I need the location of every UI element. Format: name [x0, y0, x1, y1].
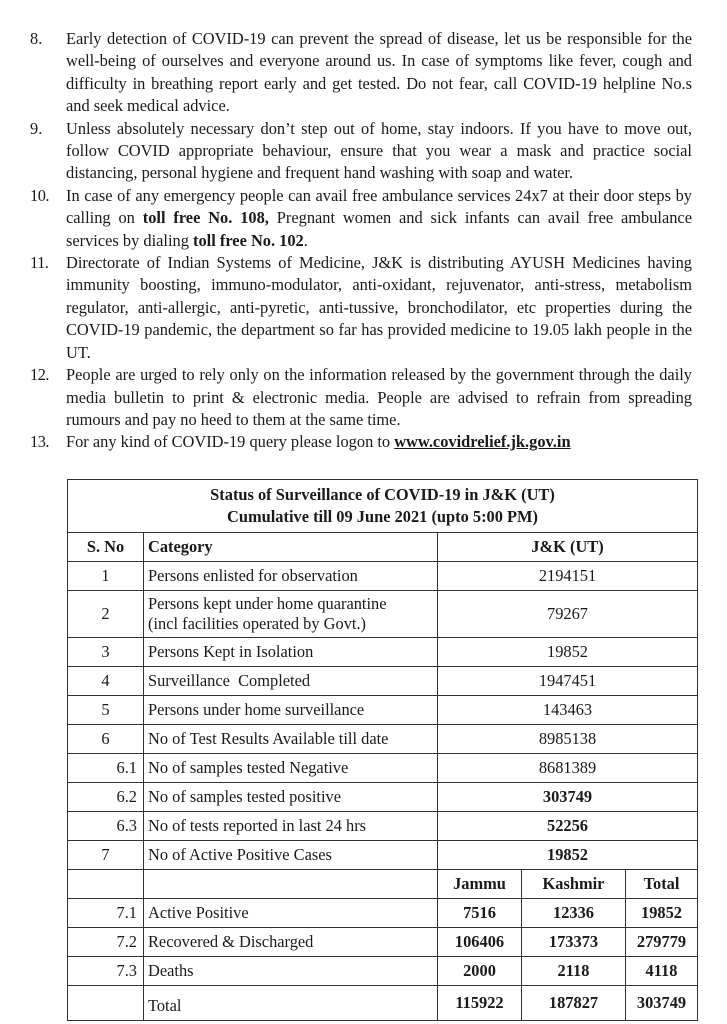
row-category: No of Test Results Available till date — [144, 725, 438, 754]
kashmir-value: 187827 — [522, 986, 626, 1021]
jammu-value: 106406 — [438, 928, 522, 957]
advisory-item — [30, 431, 692, 453]
table-row — [68, 591, 698, 638]
table-title-row — [68, 480, 698, 533]
advisory-item — [30, 118, 692, 185]
header-kashmir: Kashmir — [522, 870, 626, 899]
text-segment: . — [303, 230, 308, 250]
header-category: Category — [144, 533, 438, 562]
row-value: 2194151 — [438, 562, 698, 591]
row-sno: 3 — [68, 638, 144, 667]
table-row — [68, 841, 698, 870]
row-category: No of samples tested Negative — [144, 754, 438, 783]
item-text: Unless absolutely necessary don’t step out of home, stay indoors. If you have to move out, follow COVID appropriate behaviour, ensure that you wear a mask and practice social distancing, personal hygiene and frequent hand washing with soap and water. — [66, 118, 692, 183]
item-number: 8. — [30, 29, 43, 48]
table-row — [68, 754, 698, 783]
text-segment: In case of any emergency people can avail free ambulance services 24x7 at their door steps by calling on — [66, 185, 692, 228]
item-number: 12. — [30, 365, 49, 385]
region-row — [68, 899, 698, 928]
table-row — [68, 783, 698, 812]
row-category: No of Active Positive Cases — [144, 841, 438, 870]
row-sno: 6.1 — [68, 754, 144, 783]
table-row — [68, 667, 698, 696]
row-sno: 6.2 — [68, 783, 144, 812]
item-text — [66, 431, 692, 453]
header-jammu: Jammu — [438, 870, 522, 899]
header-total: Total — [626, 870, 698, 899]
table-row — [68, 638, 698, 667]
region-total-row — [68, 986, 698, 1021]
empty-cell — [144, 870, 438, 899]
item-number: 9. — [30, 118, 43, 138]
total-value: 279779 — [626, 928, 698, 957]
item-text: Directorate of Indian Systems of Medicine, J&K is distributing AYUSH Medicines having immunity boosting, immuno-modulator, anti-oxidant, rejuvenator, anti-stress, metabolism regulator, anti-allergic, anti-pyretic, anti-tussive, bronchodilator, etc properties during the COVID-19 pandemic, the department so far has provided medicine to 19.05 lakh people in the UT. — [66, 253, 692, 362]
row-category-line2: (incl facilities operated by Govt.) — [148, 614, 367, 633]
table-title — [68, 480, 698, 533]
kashmir-value: 12336 — [522, 899, 626, 928]
row-category: Surveillance Completed — [144, 667, 438, 696]
row-category — [144, 591, 438, 638]
jammu-value: 115922 — [438, 986, 522, 1021]
advisory-list — [30, 28, 692, 454]
row-value: 1947451 — [438, 667, 698, 696]
row-value: 303749 — [438, 783, 698, 812]
row-value: 143463 — [438, 696, 698, 725]
empty-cell — [68, 870, 144, 899]
row-value: 79267 — [438, 591, 698, 638]
table-header-row — [68, 533, 698, 562]
row-sno: 6 — [68, 725, 144, 754]
row-value: 19852 — [438, 841, 698, 870]
row-sno: 4 — [68, 667, 144, 696]
text-segment: Pregnant women and sick infants can avail free ambulance services by dialing — [66, 208, 692, 250]
row-category: Persons Kept in Isolation — [144, 638, 438, 667]
row-category: No of tests reported in last 24 hrs — [144, 812, 438, 841]
row-sno: 7.1 — [68, 899, 144, 928]
row-value: 52256 — [438, 812, 698, 841]
row-category: Deaths — [144, 957, 438, 986]
row-category: Recovered & Discharged — [144, 928, 438, 957]
row-category: Active Positive — [144, 899, 438, 928]
row-category: Persons enlisted for observation — [144, 562, 438, 591]
item-number: 10. — [30, 185, 49, 205]
total-value: 303749 — [626, 986, 698, 1021]
total-value: 19852 — [626, 899, 698, 928]
advisory-item — [30, 28, 692, 118]
item-text: Early detection of COVID-19 can prevent the spread of disease, let us be responsible for the well-being of ourselves and everyone around us. In case of symptoms like fever, cough and difficulty in breathing report early and get tested. Do not fear, call COVID-19 helpline No.s and seek medical advice. — [66, 29, 692, 116]
toll-free-102: toll free No. 102 — [193, 230, 304, 250]
row-sno: 5 — [68, 696, 144, 725]
surveillance-table — [67, 479, 698, 1021]
kashmir-value: 2118 — [522, 957, 626, 986]
header-value: J&K (UT) — [438, 533, 698, 562]
row-sno — [68, 986, 144, 1021]
advisory-item — [30, 185, 692, 252]
region-row — [68, 957, 698, 986]
header-sno: S. No — [68, 533, 144, 562]
covidrelief-link[interactable]: www.covidrelief.jk.gov.in — [394, 432, 571, 452]
table-row — [68, 725, 698, 754]
advisory-item — [30, 364, 692, 431]
region-row — [68, 928, 698, 957]
advisory-item — [30, 252, 692, 364]
row-value: 8681389 — [438, 754, 698, 783]
row-sno: 1 — [68, 562, 144, 591]
item-text — [66, 185, 692, 252]
item-text: People are urged to rely only on the information released by the government through the daily media bulletin to print & electronic media. People are advised to refrain from spreading rumours and pay no heed to them at the same time. — [66, 365, 692, 429]
text-segment: For any kind of COVID-19 query please logon to — [66, 432, 395, 452]
jammu-value: 7516 — [438, 899, 522, 928]
table-title-line2: Cumulative till 09 June 2021 (upto 5:00 PM) — [227, 507, 538, 526]
row-category: Persons under home surveillance — [144, 696, 438, 725]
row-value: 19852 — [438, 638, 698, 667]
row-category: No of samples tested positive — [144, 783, 438, 812]
kashmir-value: 173373 — [522, 928, 626, 957]
row-category: Total — [144, 986, 438, 1021]
row-sno: 7 — [68, 841, 144, 870]
table-row — [68, 812, 698, 841]
row-sno: 2 — [68, 591, 144, 638]
toll-free-108: toll free No. 108, — [142, 208, 269, 228]
region-header-row — [68, 870, 698, 899]
row-value: 8985138 — [438, 725, 698, 754]
row-sno: 7.2 — [68, 928, 144, 957]
jammu-value: 2000 — [438, 957, 522, 986]
table-title-line1: Status of Surveillance of COVID-19 in J&K (UT) — [210, 485, 555, 504]
table-row — [68, 696, 698, 725]
row-sno: 6.3 — [68, 812, 144, 841]
table-row — [68, 562, 698, 591]
item-number: 13. — [30, 432, 49, 452]
total-value: 4118 — [626, 957, 698, 986]
item-number: 11. — [30, 253, 49, 273]
row-category-line1: Persons kept under home quarantine — [148, 594, 387, 613]
row-sno: 7.3 — [68, 957, 144, 986]
